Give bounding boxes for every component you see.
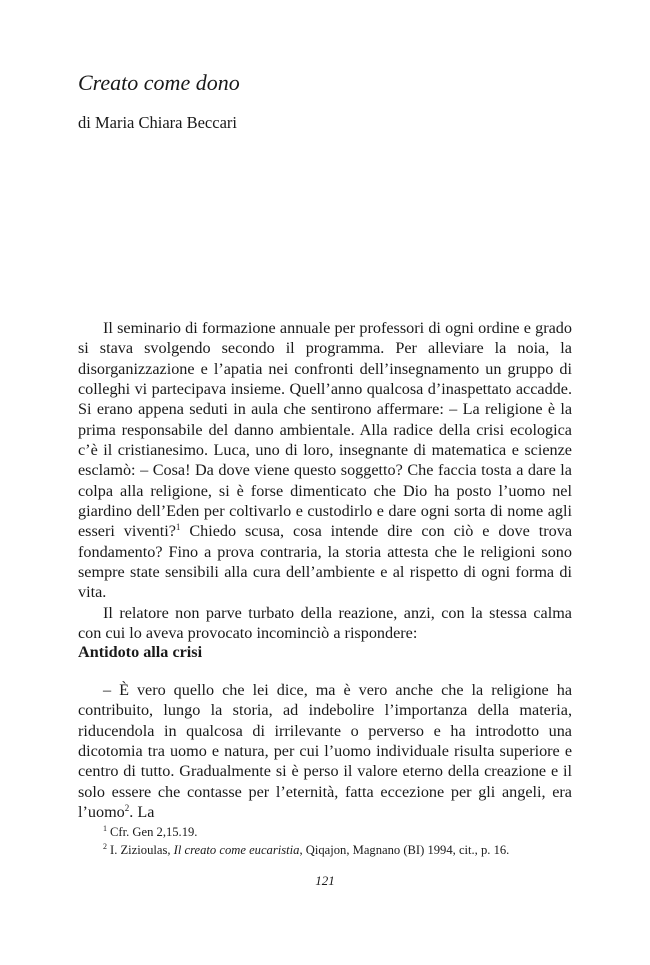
footnote-number: 2	[103, 842, 107, 851]
body-paragraph	[78, 318, 572, 603]
footnote-text: I. Zizioulas,	[110, 843, 174, 857]
chapter-author: di Maria Chiara Beccari	[78, 113, 237, 132]
paragraph-text: – È vero quello che lei dice, ma è vero anche che la religione ha contribuito, lungo la storia, ad indebolire l’importanza della materia, riducendola in qualcosa di irrilevante o perverso e ha introdotto una dicotomia tra uomo e natura, per cui l’uomo individuale risulta superiore e centro di tutto. Gradualmente si è perso il valore eterno della creazione e il solo essere che contasse per l’eternità, fatta eccezione per gli angeli, era l’uomo	[78, 681, 572, 822]
footnote-marker: 2	[124, 803, 130, 814]
footnote-text: Cfr. Gen 2,15.19.	[110, 825, 198, 839]
footnote-1	[103, 823, 573, 841]
footnote-2	[103, 841, 573, 859]
body-paragraph	[78, 680, 572, 822]
chapter-title: Creato come dono	[78, 70, 240, 95]
paragraph-text: . La	[129, 803, 155, 822]
footnote-number: 1	[103, 824, 107, 833]
body-paragraph: Il relatore non parve turbato della reazione, anzi, con la stessa calma con cui lo aveva provocato incominciò a rispondere:	[78, 603, 572, 643]
footnotes	[103, 823, 573, 859]
intro-section	[78, 318, 572, 644]
footnote-book-title: Il creato come eucaristia	[173, 843, 300, 857]
footnote-marker: 1	[175, 522, 181, 533]
section-heading: Antidoto alla crisi	[78, 643, 203, 661]
book-page	[78, 0, 572, 965]
crisis-section	[78, 680, 572, 822]
paragraph-text: Il seminario di formazione annuale per professori di ogni ordine e grado si stava svolgendo secondo il programma. Per alleviare la noia, la disorganizzazione e l’apatia nei confronti dell’insegnamento un gruppo di colleghi vi partecipava insieme. Quell’anno qualcosa d’inaspettato accadde. Si erano appena seduti in aula che sentirono affermare: – La religione è la prima responsabile del danno ambientale. Alla radice della crisi ecologica c’è il cristianesimo. Luca, uno di loro, insegnante di matematica e scienze esclamò: – Cosa! Da dove viene questo soggetto? Che faccia tosta a dare la colpa alla religione, si è forse dimenticato che Dio ha posto l’uomo nel giardino dell’Eden per coltivarlo e custodirlo e dare ogni sorta di nome agli esseri viventi?	[78, 319, 572, 541]
page-number: 121	[315, 873, 335, 888]
footnote-text: , Qiqajon, Magnano (BI) 1994, cit., p. 16.	[299, 843, 510, 857]
paragraph-text: Chiedo scusa, cosa intende dire con ciò e dove trova fondamento? Fino a prova contraria, la storia attesta che le religioni sono sempre state sensibili alla cura dell’ambiente e al rispetto di ogni forma di vita.	[78, 522, 573, 602]
